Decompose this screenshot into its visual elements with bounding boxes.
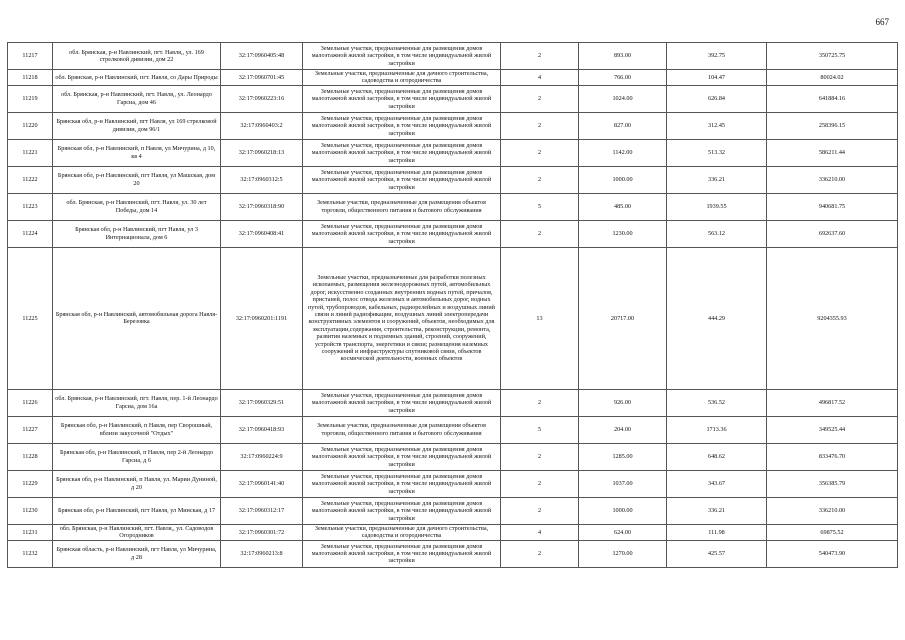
land-use-cell: Земельные участки, предназначенные для размещения домов малоэтажной жилой застройки, в том числе индивидуальной жилой застройки (303, 470, 501, 497)
cadastral-number-cell: 32:17:0960223:16 (221, 85, 303, 112)
use-group-cell: 5 (501, 416, 579, 443)
address-cell: Брянская обл, р-н Навлинский, п Навля, ул Мичурина, д 10, кв 4 (53, 139, 221, 166)
cadastral-value-cell: 350725.75 (767, 43, 898, 70)
cadastral-value-cell: 586211.44 (767, 139, 898, 166)
row-number: 11225 (8, 247, 53, 389)
cadastral-value-cell: 9204355.93 (767, 247, 898, 389)
table-row (8, 443, 898, 470)
use-group-cell: 4 (501, 70, 579, 86)
use-group-cell: 2 (501, 85, 579, 112)
table-row (8, 112, 898, 139)
address-cell: обл. Брянская, р-н Навлинский, пгт. Навля,, ул. Садоводов Огородников (53, 524, 221, 540)
land-use-cell: Земельные участки, предназначенные для дачного строительства, садоводства и огородничества (303, 70, 501, 86)
area-cell: 485.00 (579, 193, 667, 220)
address-cell: Брянская область, р-н Навлинский, пгт Навля, ул Мичурина, д 28 (53, 540, 221, 567)
use-group-cell: 2 (501, 540, 579, 567)
specific-value-cell: 1713.36 (667, 416, 767, 443)
row-number: 11231 (8, 524, 53, 540)
address-cell: Брянская обл, р-н Навлинский, п Навля, пер Сворошный, вблизи закусочной "Отдых" (53, 416, 221, 443)
table-body (8, 43, 898, 568)
table-row (8, 497, 898, 524)
cadastral-value-cell: 496817.52 (767, 389, 898, 416)
cadastral-number-cell: 32:17:0960403:2 (221, 112, 303, 139)
specific-value-cell: 425.57 (667, 540, 767, 567)
land-use-cell: Земельные участки, предназначенные для разработки полезных ископаемых, размещения железнодорожных путей, автомобильных дорог, искусственно созданных внутренних водных путей, причалов, пристаней, полос отвода железных и автомобильных дорог, водных путей, трубопроводов, кабельных, радиорелейных и воздушных линий связи и линий радиофикации, воздушных линий электропередачи конструктивных элементов и сооружений, объектов, необходимых для эксплуатации,содержания, строительства, реконструкции, ремонта, развития наземных и подземных зданий, строений, сооружений, устройств транспорта, энергетики и связи; размещения наземных сооружений и инфраструктуры спутниковой связи, объектов космической деятельности, военных объектов (303, 247, 501, 389)
land-use-cell: Земельные участки, предназначенные для дачного строительства, садоводства и огородничества (303, 524, 501, 540)
address-cell: Брянская обл, р-н Навлинский, пгт Навля, ул Минская, д 17 (53, 497, 221, 524)
area-cell: 1024.00 (579, 85, 667, 112)
land-use-cell: Земельные участки, предназначенные для размещения домов малоэтажной жилой застройки, в том числе индивидуальной жилой застройки (303, 389, 501, 416)
area-cell: 1000.00 (579, 497, 667, 524)
table-row (8, 247, 898, 389)
use-group-cell: 2 (501, 470, 579, 497)
specific-value-cell: 336.21 (667, 497, 767, 524)
cadastral-value-cell: 692637.60 (767, 220, 898, 247)
table-row (8, 416, 898, 443)
cadastral-value-cell: 336210.00 (767, 497, 898, 524)
row-number: 11228 (8, 443, 53, 470)
use-group-cell: 2 (501, 497, 579, 524)
specific-value-cell: 343.67 (667, 470, 767, 497)
cadastral-number-cell: 32:17:0960701:45 (221, 70, 303, 86)
area-cell: 20717.00 (579, 247, 667, 389)
address-cell: обл. Брянская, р-н Навлинский, пгт. Навля, ул. 30 лет Победы, дом 14 (53, 193, 221, 220)
row-number: 11223 (8, 193, 53, 220)
address-cell: Брянская обл, р-н Навлинский, пгт Навля, ул Машская, дом 20 (53, 166, 221, 193)
address-cell: обл. Брянская, р-н Навлинский, пгт. Навля, пер. 1-й Леонардо Гарсиа, дом 16а (53, 389, 221, 416)
cadastral-value-cell: 69875.52 (767, 524, 898, 540)
specific-value-cell: 648.62 (667, 443, 767, 470)
cadastral-value-cell: 940681.75 (767, 193, 898, 220)
cadastral-value-cell: 258396.15 (767, 112, 898, 139)
row-number: 11218 (8, 70, 53, 86)
specific-value-cell: 563.12 (667, 220, 767, 247)
specific-value-cell: 444.29 (667, 247, 767, 389)
area-cell: 766.00 (579, 70, 667, 86)
specific-value-cell: 626.84 (667, 85, 767, 112)
use-group-cell: 5 (501, 193, 579, 220)
row-number: 11217 (8, 43, 53, 70)
specific-value-cell: 104.47 (667, 70, 767, 86)
cadastral-number-cell: 32:17:0960218:13 (221, 139, 303, 166)
cadastral-value-cell: 641884.16 (767, 85, 898, 112)
land-use-cell: Земельные участки, предназначенные для размещения объектов торговли, общественного питания и бытового обслуживания (303, 416, 501, 443)
row-number: 11221 (8, 139, 53, 166)
table-row (8, 43, 898, 70)
address-cell: Брянская обл, р-н Навлинский, пгт Навля, ул 3 Интернационала, дом 6 (53, 220, 221, 247)
row-number: 11219 (8, 85, 53, 112)
row-number: 11230 (8, 497, 53, 524)
row-number: 11227 (8, 416, 53, 443)
use-group-cell: 13 (501, 247, 579, 389)
address-cell: обл. Брянская, р-н Навлинский, пгт. Навля,, ул. Леонардо Гарсиа, дом 46 (53, 85, 221, 112)
cadastral-number-cell: 32:17:0960141:40 (221, 470, 303, 497)
cadastral-value-cell: 80024.02 (767, 70, 898, 86)
table-row (8, 166, 898, 193)
use-group-cell: 2 (501, 166, 579, 193)
table-row (8, 389, 898, 416)
table-row (8, 193, 898, 220)
cadastral-number-cell: 32:17:0960224:9 (221, 443, 303, 470)
row-number: 11220 (8, 112, 53, 139)
table-row (8, 139, 898, 166)
cadastral-number-cell: 32:17:0960312:17 (221, 497, 303, 524)
land-use-cell: Земельные участки, предназначенные для размещения домов малоэтажной жилой застройки, в том числе индивидуальной жилой застройки (303, 166, 501, 193)
cadastral-number-cell: 32:17:0960418:93 (221, 416, 303, 443)
land-use-cell: Земельные участки, предназначенные для размещения домов малоэтажной жилой застройки, в том числе индивидуальной жилой застройки (303, 220, 501, 247)
land-use-cell: Земельные участки, предназначенные для размещения домов малоэтажной жилой застройки, в том числе индивидуальной жилой застройки (303, 497, 501, 524)
area-cell: 827.00 (579, 112, 667, 139)
cadastral-number-cell: 32:17:0960318:90 (221, 193, 303, 220)
row-number: 11222 (8, 166, 53, 193)
use-group-cell: 2 (501, 443, 579, 470)
table-row (8, 85, 898, 112)
area-cell: 1230.00 (579, 220, 667, 247)
land-use-cell: Земельные участки, предназначенные для размещения объектов торговли, общественного питания и бытового обслуживания (303, 193, 501, 220)
specific-value-cell: 392.75 (667, 43, 767, 70)
cadastral-number-cell: 32:17:0960301:72 (221, 524, 303, 540)
table-row (8, 524, 898, 540)
cadastral-number-cell: 32:17:0960329:51 (221, 389, 303, 416)
specific-value-cell: 111.98 (667, 524, 767, 540)
table-row (8, 70, 898, 86)
row-number: 11224 (8, 220, 53, 247)
cadastral-value-cell: 540473.90 (767, 540, 898, 567)
use-group-cell: 2 (501, 220, 579, 247)
address-cell: обл. Брянская, р-н Навлинский, пгт. Навля, со Дары Природы (53, 70, 221, 86)
specific-value-cell: 336.21 (667, 166, 767, 193)
cadastral-number-cell: 32:17:0960201:1191 (221, 247, 303, 389)
cadastral-value-cell: 833476.70 (767, 443, 898, 470)
use-group-cell: 2 (501, 112, 579, 139)
use-group-cell: 4 (501, 524, 579, 540)
cadastral-number-cell: 32:17:0960213:8 (221, 540, 303, 567)
area-cell: 624.00 (579, 524, 667, 540)
land-use-cell: Земельные участки, предназначенные для размещения домов малоэтажной жилой застройки, в том числе индивидуальной жилой застройки (303, 112, 501, 139)
cadastral-value-cell: 356385.79 (767, 470, 898, 497)
address-cell: Брянская обл, р-н Навлинский, п Навля, ул. Марии Дуниной, д 20 (53, 470, 221, 497)
land-use-cell: Земельные участки, предназначенные для размещения домов малоэтажной жилой застройки, в том числе индивидуальной жилой застройки (303, 43, 501, 70)
specific-value-cell: 513.32 (667, 139, 767, 166)
land-use-cell: Земельные участки, предназначенные для размещения домов малоэтажной жилой застройки, в том числе индивидуальной жилой застройки (303, 540, 501, 567)
area-cell: 1142.00 (579, 139, 667, 166)
page-number: 667 (875, 17, 889, 27)
specific-value-cell: 312.45 (667, 112, 767, 139)
table-row (8, 220, 898, 247)
land-registry-table (7, 42, 898, 568)
cadastral-number-cell: 32:17:0960312:5 (221, 166, 303, 193)
cadastral-value-cell: 349525.44 (767, 416, 898, 443)
area-cell: 926.00 (579, 389, 667, 416)
land-use-cell: Земельные участки, предназначенные для размещения домов малоэтажной жилой застройки, в том числе индивидуальной жилой застройки (303, 443, 501, 470)
use-group-cell: 2 (501, 139, 579, 166)
land-use-cell: Земельные участки, предназначенные для размещения домов малоэтажной жилой застройки, в том числе индивидуальной жилой застройки (303, 85, 501, 112)
address-cell: Брянская обл, р-н Навлинский, автомобильная дорога Навля-Березовка (53, 247, 221, 389)
specific-value-cell: 536.52 (667, 389, 767, 416)
land-use-cell: Земельные участки, предназначенные для размещения домов малоэтажной жилой застройки, в том числе индивидуальной жилой застройки (303, 139, 501, 166)
cadastral-number-cell: 32:17:0960408:41 (221, 220, 303, 247)
address-cell: обл. Брянская, р-н Навлинский, пгт. Навля,, ул. 169 стрелковой дивизии, дом 22 (53, 43, 221, 70)
area-cell: 1000.00 (579, 166, 667, 193)
area-cell: 1270.00 (579, 540, 667, 567)
row-number: 11226 (8, 389, 53, 416)
use-group-cell: 2 (501, 389, 579, 416)
cadastral-number-cell: 32:17:0960405:48 (221, 43, 303, 70)
address-cell: Брянская обл, р-н Навлинский, пгт Навля, ул 169 стрелковой дивизии, дом 96/1 (53, 112, 221, 139)
area-cell: 204.00 (579, 416, 667, 443)
row-number: 11232 (8, 540, 53, 567)
cadastral-value-cell: 336210.00 (767, 166, 898, 193)
table-row (8, 540, 898, 567)
use-group-cell: 2 (501, 43, 579, 70)
area-cell: 1285.00 (579, 443, 667, 470)
table-row (8, 470, 898, 497)
area-cell: 1037.00 (579, 470, 667, 497)
row-number: 11229 (8, 470, 53, 497)
specific-value-cell: 1939.55 (667, 193, 767, 220)
address-cell: Брянская обл, р-н Навлинский, п Навля, пер 2-й Леонардо Гарсиа, д 6 (53, 443, 221, 470)
area-cell: 893.00 (579, 43, 667, 70)
